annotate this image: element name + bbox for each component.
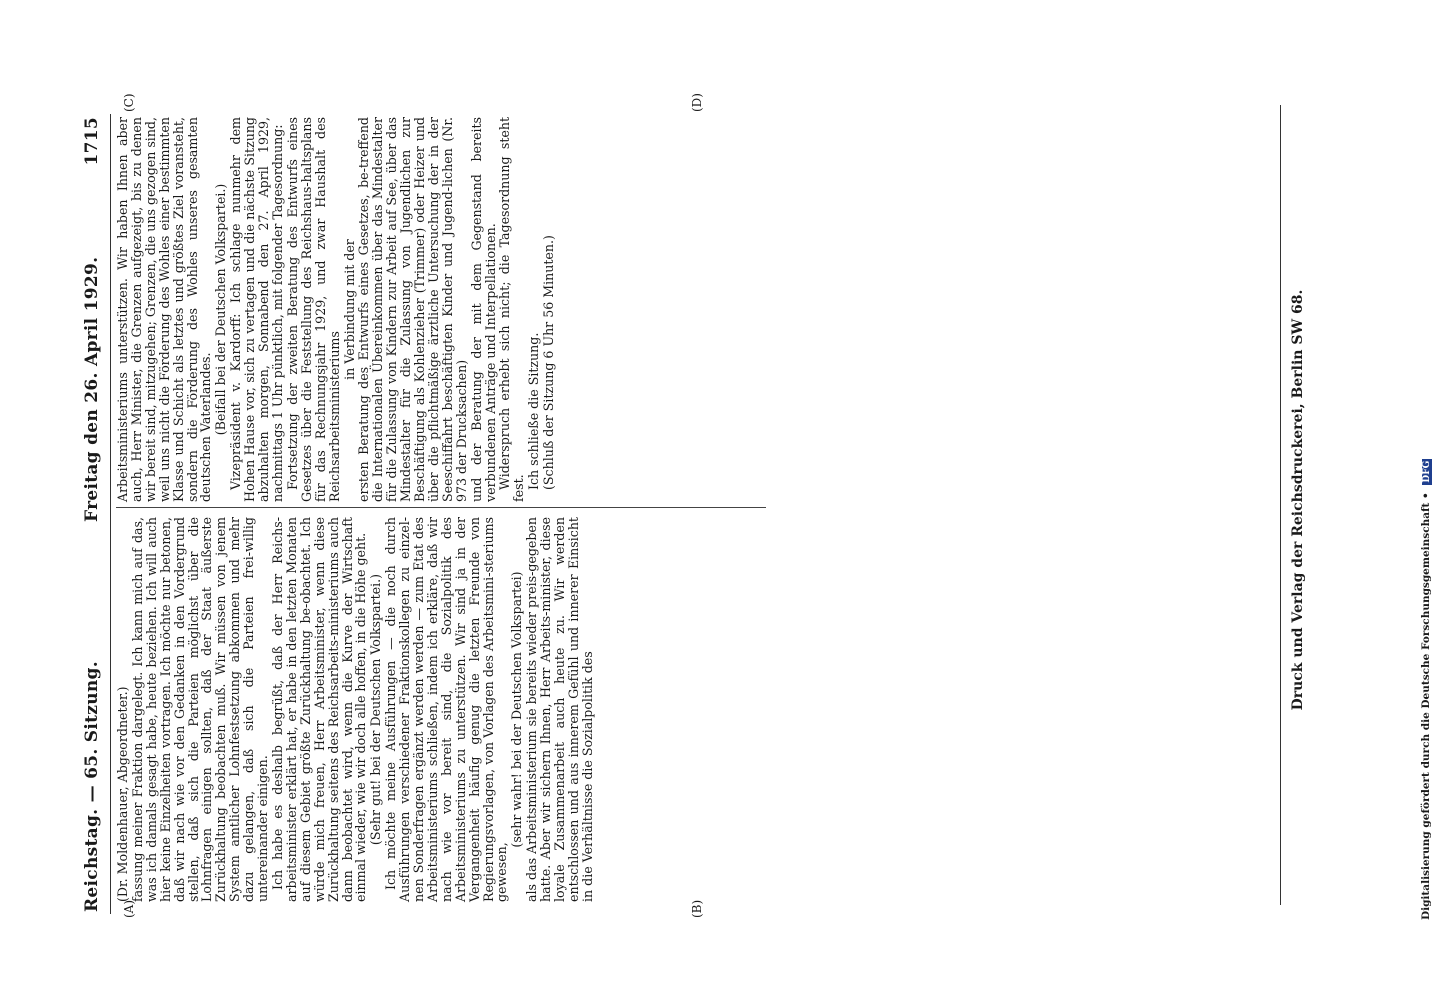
credit-text: Digitalisierung gefördert durch die Deutsche Forschungsgemeinschaft •: [1420, 492, 1432, 920]
margin-marker-a: (A): [122, 899, 136, 918]
paragraph: Fortsetzung der zweiten Beratung des Entwurfs eines Gesetzes über die Feststellung des Reichshaus-haltsplans für das Rechnungsjahr 1929, und zwar Haushalt des Reichsarbeitsministeriums: [284, 117, 342, 502]
digitization-credit: [1420, 20, 1432, 920]
paragraph: Widerspruch erhebt sich nicht; die Tagesordnung steht fest.: [497, 117, 527, 502]
margin-marker-b: (B): [690, 899, 704, 918]
paragraph: Ich schließe die Sitzung.: [526, 332, 542, 490]
header-date: Freitag den 26. April 1929.: [82, 256, 102, 522]
imprint-footer: Druck und Verlag der Reichsdruckerei, Berlin SW 68.: [1290, 289, 1306, 711]
paragraph: in Verbindung mit der: [341, 239, 357, 380]
paragraph: Arbeitsministeriums unterstützen. Wir haben Ihnen aber auch, Herr Minister, die Grenzen aufgezeigt, bis zu denen wir bereit sind, mitzugehen; Grenzen, die uns gezogen sind, weil uns nicht die Förderung des Wohles einer bestimmten Klasse und Schicht als letztes und größtes Ziel voransteht, sondern die Förderung des Wohles unseres gesamten deutschen Vaterlandes.: [115, 117, 214, 502]
header-rule: [110, 114, 111, 914]
page-number: 1715: [82, 117, 102, 166]
header-title: Reichstag. — 65. Sitzung.: [82, 661, 102, 912]
paragraph: und der Beratung der mit dem Gegenstand bereits verbundenen Anträge und Interpellationen.: [468, 117, 498, 502]
page-header: [82, 117, 108, 912]
column-right: [116, 117, 557, 502]
paragraph: Vizepräsident v. Kardorff: Ich schlage nunmehr dem Hohen Hause vor, sich zu vertagen und die nächste Sitzung abzuhalten morgen, Sonnabend den 27. April 1929, nachmittags 1 Uhr pünktlich, mit folgender Tagesordnung:: [228, 117, 285, 502]
closing-note: (Schluß der Sitzung 6 Uhr 56 Minuten.): [541, 235, 557, 490]
paragraph: Ich möchte meine Ausführungen — die noch durch Ausführungen verschiedener Fraktionskollegen zu einzel-nen Sonderfragen ergänzt werden werden — zum Etat des Arbeitsministeriums schließen, indem ich erkläre, daß wir nach wie vor bereit sind, die Sozialpolitik des Arbeitsministeriums zu unterstützen. Wir sind ja in der Vergangenheit häufig genug die letzten Freunde von Regierungsvorlagen, von Vorlagen des Arbeitsmini-steriums gewesen,: [383, 517, 510, 902]
paragraph: als das Arbeitsministerium sie bereits wieder preis-gegeben hatte. Aber wir sichern Ihnen, Herr Arbeits-minister, diese loyale Zusammenarbeit auch heute zu. Wir werden entschlossen und aus innerem Gefühl und innerer Einsicht in die Verhältnisse die Sozialpolitik des: [524, 517, 595, 902]
paragraph: ersten Beratung des Entwurfs eines Gesetzes, be-treffend die Internationalen Übereinkommen über das Mindestalter für die Zulassung von Kindern zur Arbeit auf See, über das Mindestalter für die Zulassung von Jugendlichen zur Beschäftigung als Kohlenzieher (Trimmer) oder Heizer und über die pflichtmäßige ärztliche Untersuchung der in der Seeschiffahrt beschäftigten Kinder und Jugend-lichen (Nr. 973 der Drucksachen): [356, 117, 469, 502]
margin-marker-d: (D): [690, 93, 704, 112]
dfg-logo: DFG: [1422, 460, 1432, 483]
paragraph: fassung meiner Fraktion dargelegt. Ich kann mich auf das, was ich damals gesagt habe, heute beziehen. Ich will auch hier keine Einzelheiten vortragen. Ich möchte nur betonen, daß wir nach wie vor den Gedanken in den Vordergrund stellen, daß sich die Parteien möglichst über die Lohnfragen einigen sollten, daß der Staat äußerste Zurückhaltung beobachten muß. Wir müssen von jenem System amtlicher Lohnfestsetzung abkommen und mehr dazu gelangen, daß sich die Parteien frei-willig untereinander einigen.: [129, 517, 271, 902]
speaker-line: (Dr. Moldenhauer, Abgeordneter.): [115, 686, 130, 902]
applause-note: (Beifall bei der Deutschen Volkspartei.): [213, 183, 229, 436]
applause-note: (sehr wahr! bei der Deutschen Volkspartei): [509, 571, 525, 848]
applause-note: (Sehr gut! bei der Deutschen Volkspartei.): [368, 573, 384, 846]
margin-marker-c: (C): [122, 93, 136, 112]
paragraph: Ich habe es deshalb begrüßt, daß der Herr Reichs-arbeitsminister erklärt hat, er habe in den letzten Monaten auf diesem Gebiet größte Zurückhaltung be-obachtet. Ich würde mich freuen, Herr Arbeitsminister, wenn diese Zurückhaltung seitens des Reichsarbeits-ministeriums auch dann beobachtet wird, wenn die Kurve der Wirtschaft einmal wieder, wie wir doch alle hoffen, in die Höhe geht.: [269, 517, 369, 902]
column-divider: [116, 507, 766, 508]
column-left: [116, 517, 596, 902]
footer-rule: [1280, 105, 1281, 905]
